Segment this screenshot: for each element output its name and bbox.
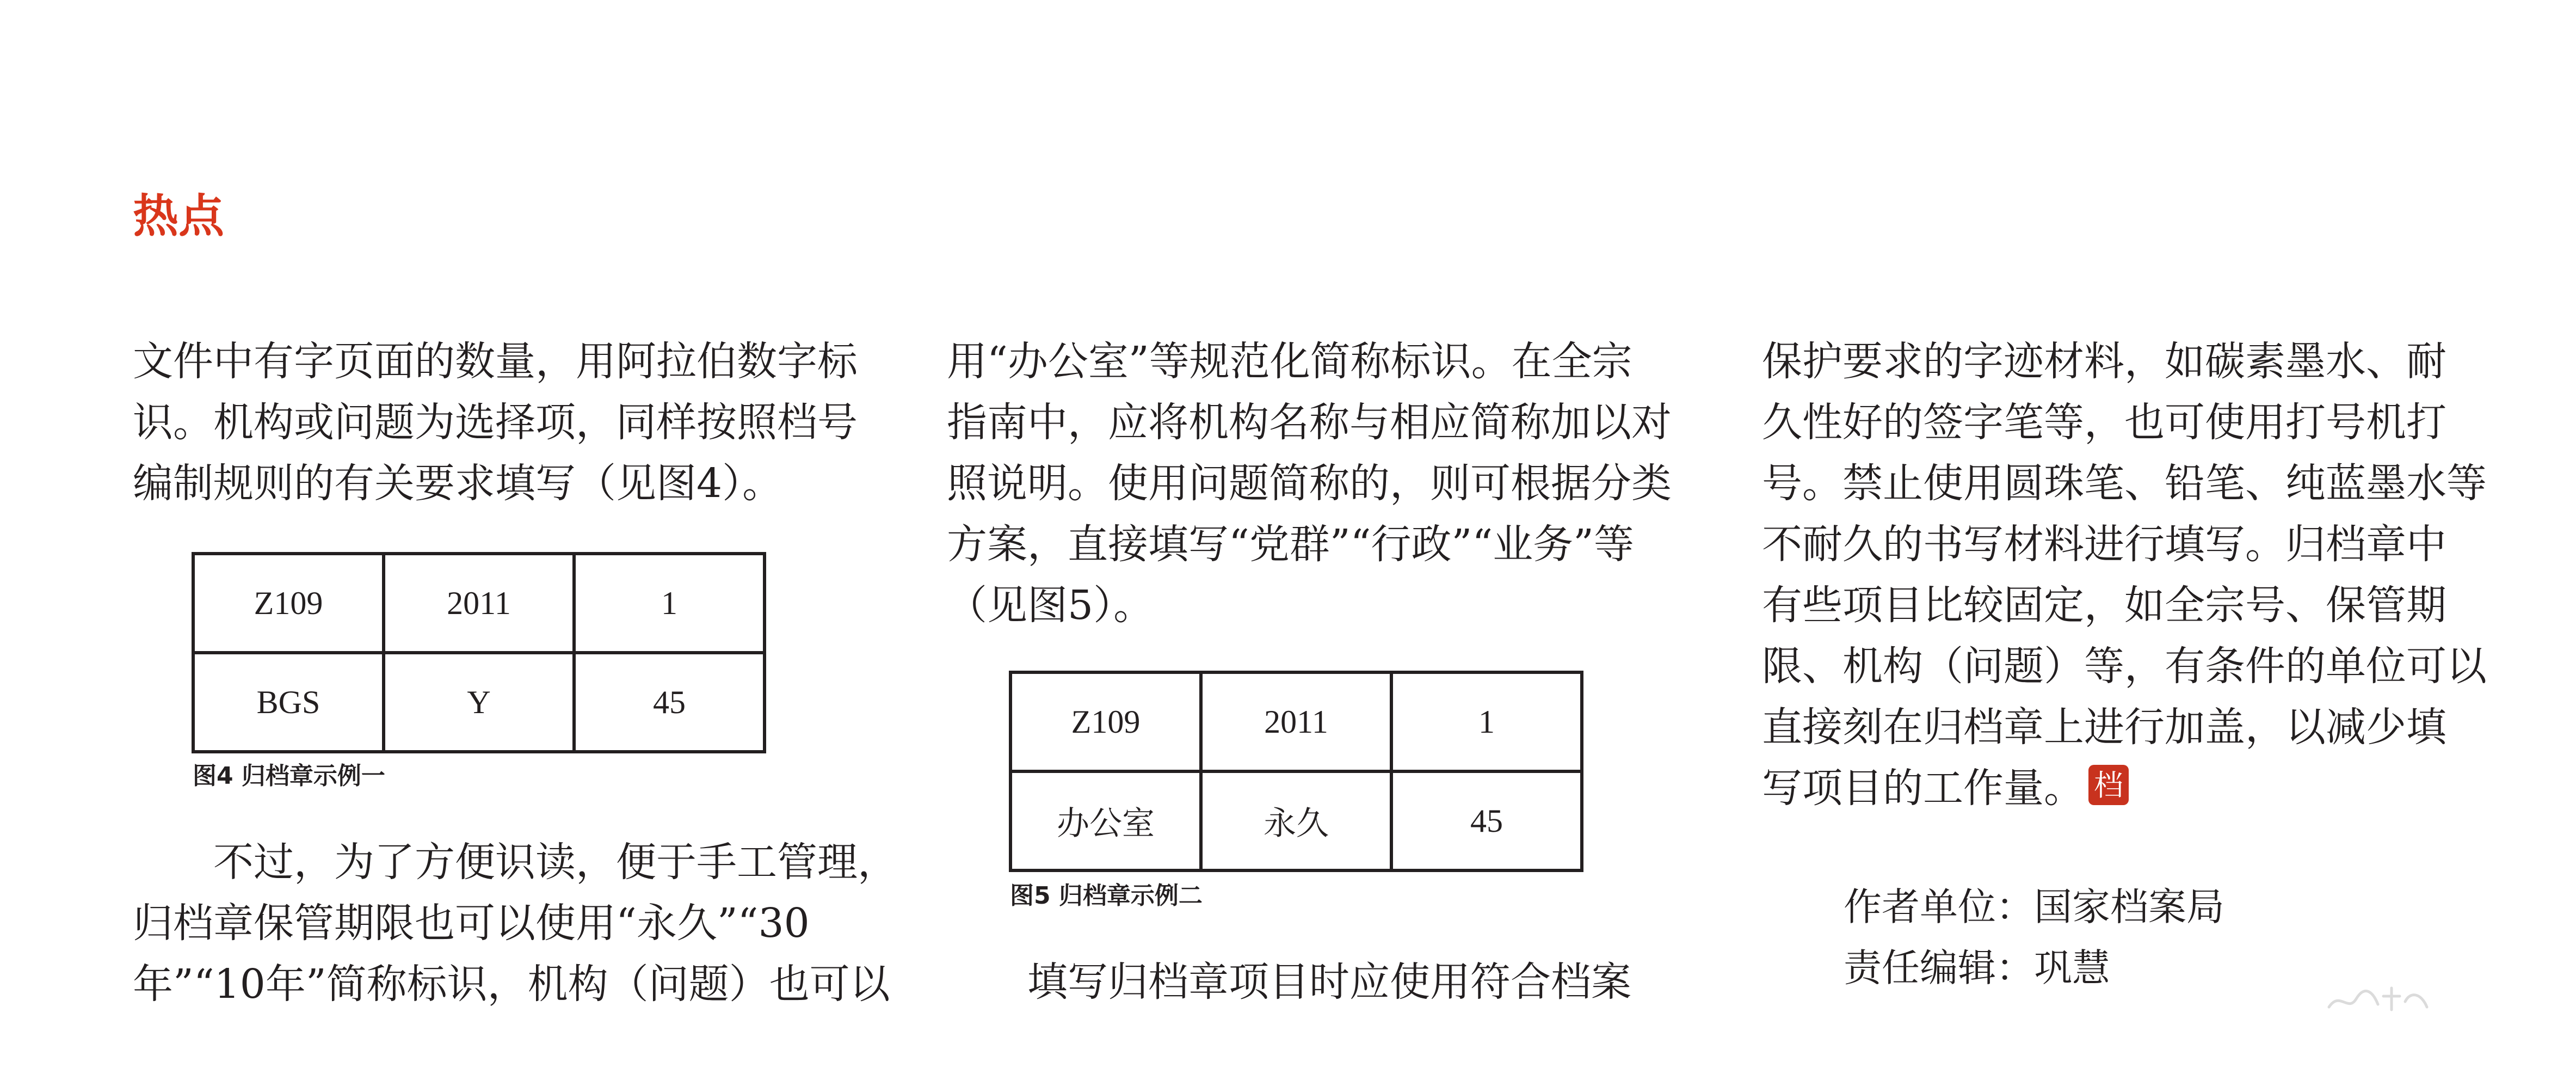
text-line: 识。机构或问题为选择项，同样按照档号	[133, 399, 858, 446]
table-cell: 2011	[1201, 672, 1391, 771]
text-line: 照说明。使用问题简称的，则可根据分类	[947, 460, 1672, 507]
credits	[1844, 876, 2224, 998]
table-cell: 永久	[1201, 771, 1391, 870]
author-unit: 作者单位：国家档案局	[1844, 885, 2224, 929]
column-1-paragraph-2	[133, 832, 898, 1015]
column-1-paragraph-1	[133, 331, 858, 514]
archive-stamp-table-1	[192, 552, 766, 753]
figure-caption-4: 图4 归档章示例一	[193, 762, 385, 790]
archive-stamp-table-2	[1009, 671, 1583, 872]
column-3-paragraph-1	[1762, 331, 2487, 819]
table-row	[193, 653, 765, 752]
column-2-paragraph-2	[947, 952, 1660, 1013]
text-line: 直接刻在归档章上进行加盖，以减少填	[1762, 704, 2446, 751]
text-line: （见图5）。	[947, 582, 1154, 629]
table-cell: 2011	[384, 554, 574, 653]
table-cell: BGS	[193, 653, 384, 752]
text-line: 限、机构（问题）等，有条件的单位可以	[1762, 643, 2487, 690]
text-line: 有些项目比较固定，如全宗号、保管期	[1762, 582, 2446, 629]
signature-watermark-icon	[2324, 980, 2432, 1018]
figure-caption-5: 图5 归档章示例二	[1010, 882, 1203, 910]
text-line: 归档章保管期限也可以使用“永久”“30	[133, 900, 810, 947]
table-cell: 45	[574, 653, 765, 752]
text-line: 不过，为了方便识读，便于手工管理，	[133, 839, 898, 886]
table-cell: 1	[574, 554, 765, 653]
table-row	[193, 554, 765, 653]
text-line: 年”“10年”简称标识，机构（问题）也可以	[133, 961, 890, 1008]
text-line: 填写归档章项目时应使用符合档案	[947, 959, 1631, 1005]
seal-char: 档	[2094, 768, 2123, 802]
text-line	[1762, 758, 2475, 819]
table-cell: 45	[1391, 771, 1582, 870]
editor: 责任编辑：巩慧	[1844, 946, 2110, 990]
text-line: 指南中，应将机构名称与相应简称加以对	[947, 399, 1672, 446]
table-cell: 办公室	[1010, 771, 1201, 870]
column-2-paragraph-1	[947, 331, 1672, 636]
table-cell: Z109	[193, 554, 384, 653]
text-line: 保护要求的字迹材料，如碳素墨水、耐	[1762, 338, 2446, 385]
text-line: 用“办公室”等规范化简称标识。在全宗	[947, 338, 1632, 385]
table-row	[1010, 771, 1582, 870]
text-fragment: 写项目的工作量。	[1762, 765, 2084, 812]
text-line: 文件中有字页面的数量，用阿拉伯数字标	[133, 338, 858, 385]
text-line: 号。禁止使用圆珠笔、铅笔、纯蓝墨水等	[1762, 460, 2487, 507]
text-line: 方案，直接填写“党群”“行政”“业务”等	[947, 521, 1634, 568]
text-line: 久性好的签字笔等，也可使用打号机打	[1762, 399, 2446, 446]
seal-icon	[2087, 764, 2130, 806]
section-title: 热点	[133, 189, 225, 243]
table-cell: 1	[1391, 672, 1582, 771]
table-cell: Y	[384, 653, 574, 752]
table-cell: Z109	[1010, 672, 1201, 771]
text-line: 编制规则的有关要求填写（见图4）。	[133, 460, 783, 507]
text-line: 不耐久的书写材料进行填写。归档章中	[1762, 521, 2446, 568]
table-row	[1010, 672, 1582, 771]
